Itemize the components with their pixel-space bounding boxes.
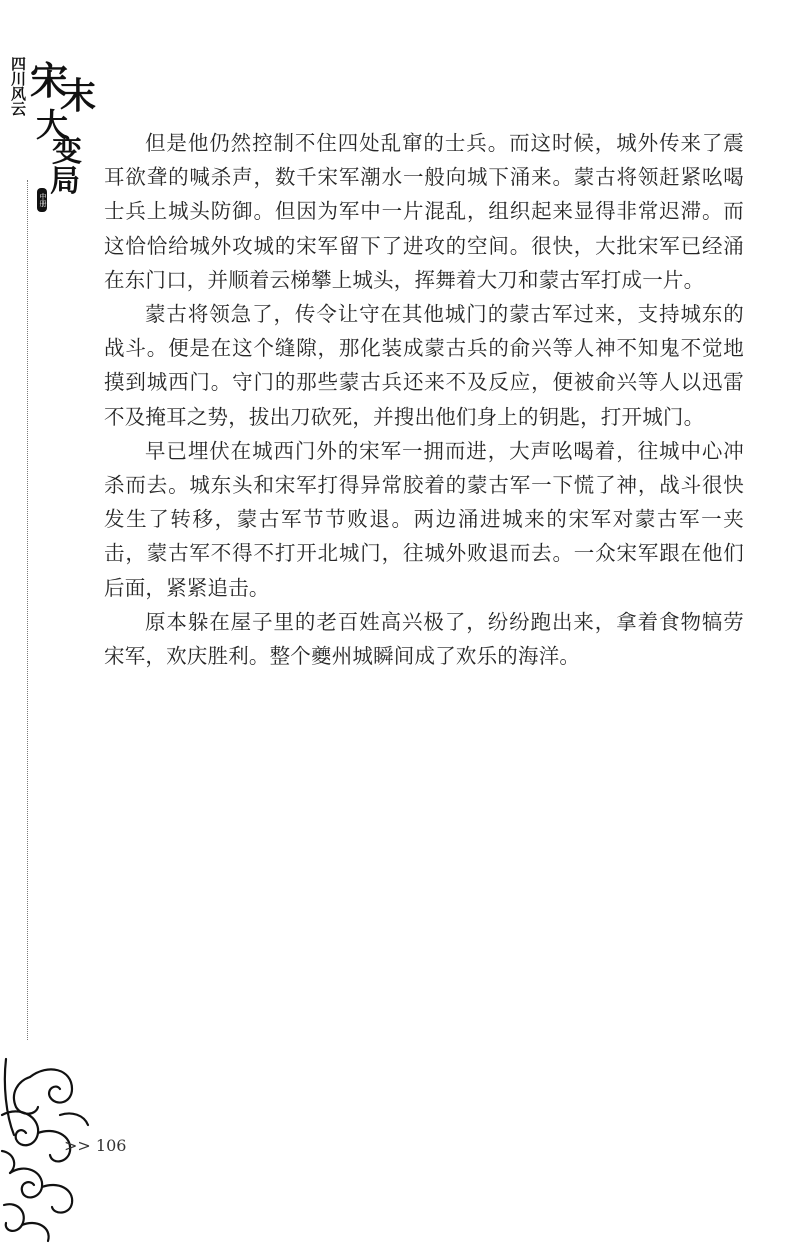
title-char-2: 末: [60, 75, 97, 117]
margin-dotted-line: [27, 180, 28, 1040]
series-header: [4, 50, 97, 207]
title-char-4: 变: [52, 134, 82, 169]
paragraph: 早已埋伏在城西门外的宋军一拥而进，大声吆喝着，往城中心冲杀而去。城东头和宋军打得异常胶着的蒙古军一下慌了神，战斗很快发生了转移，蒙古军节节败退。两边涌进城来的宋军对蒙古军一夹击，蒙古军不得不打开北城门，往城外败退而去。一众宋军跟在他们后面，紧紧追击。: [104, 438, 744, 600]
volume-badge: 中册: [37, 188, 47, 212]
title-char-5: 局: [50, 164, 80, 199]
series-tag: 四川风云: [9, 56, 27, 116]
paragraph: 原本躲在屋子里的老百姓高兴极了，纷纷跑出来，拿着食物犒劳宋军，欢庆胜利。整个夔州城瞬间成了欢乐的海洋。: [104, 609, 744, 669]
paragraph: 但是他仍然控制不住四处乱窜的士兵。而这时候，城外传来了震耳欲聋的喊杀声，数千宋军潮水一般向城下涌来。蒙古将领赶紧吆喝士兵上城头防御。但因为军中一片混乱，组织起来显得非常迟滞。而这恰恰给城外攻城的宋军留下了进攻的空间。很快，大批宋军已经涌在东门口，并顺着云梯攀上城头，挥舞着大刀和蒙古军打成一片。: [104, 131, 744, 292]
paragraph: 蒙古将领急了，传令让守在其他城门的蒙古军过来，支持城东的战斗。便是在这个缝隙，那化装成蒙古兵的俞兴等人神不知鬼不觉地摸到城西门。守门的那些蒙古兵还来不及反应，便被俞兴等人以迅雷不及掩耳之势，拔出刀砍死，并搜出他们身上的钥匙，打开城门。: [104, 302, 744, 429]
body-text: [104, 126, 744, 673]
page-number: >> 106: [64, 1136, 127, 1155]
title-char-1: 宋: [30, 58, 69, 103]
title-char-3: 大: [36, 106, 69, 144]
series-title: [30, 50, 97, 199]
